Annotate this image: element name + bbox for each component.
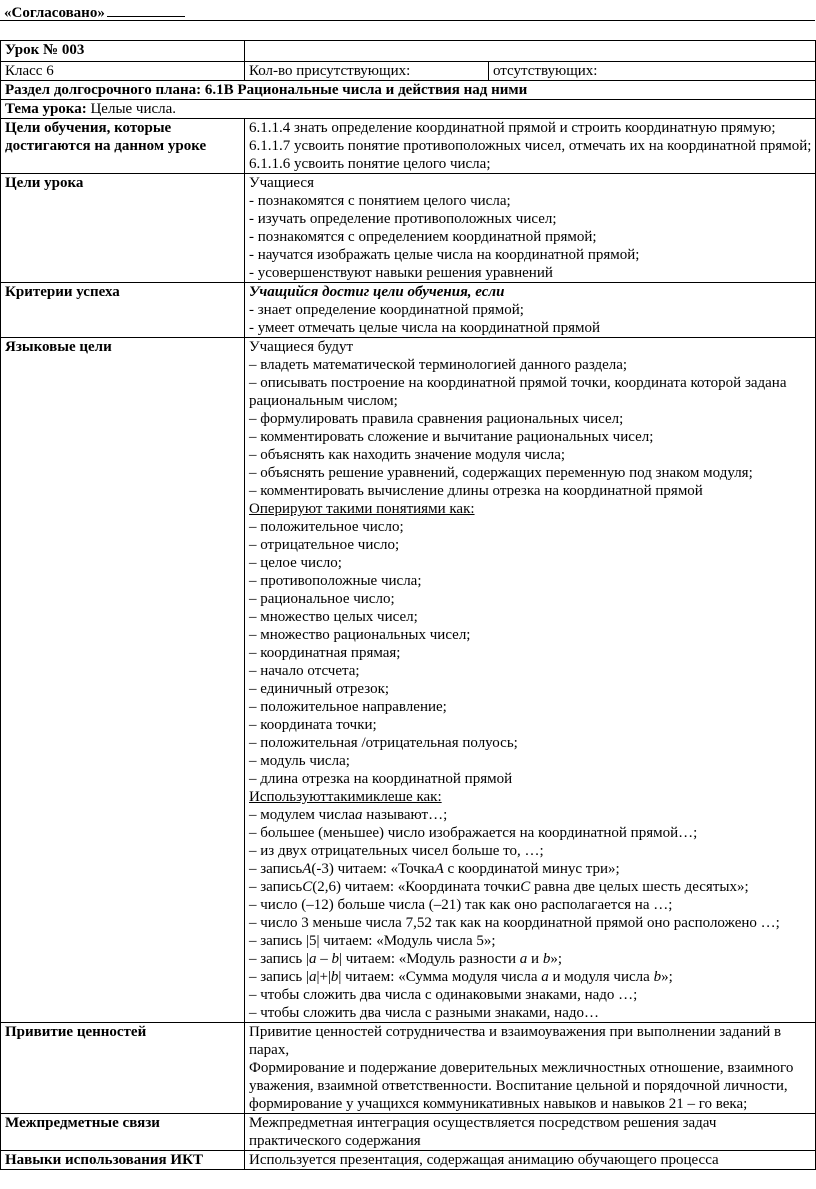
success-criteria-row	[1, 283, 816, 338]
phrase-var: b	[653, 969, 662, 985]
phrase-item	[249, 878, 811, 896]
section-title: Раздел долгосрочного плана: 6.1В Рациональные числа и действия над ними	[1, 81, 816, 100]
success-criteria-item: - умеет отмечать целые числа на координатной прямой	[249, 320, 601, 336]
ict-label: Навыки использования ИКТ	[1, 1151, 245, 1170]
phrase-var: C	[302, 879, 313, 895]
success-criteria-intro: Учащийся достиг цели обучения, если	[249, 284, 505, 300]
language-goal-item: – владеть математической терминологией данного раздела;	[249, 357, 628, 373]
phrase-text: и модуля числа	[548, 969, 654, 985]
concept-item: – единичный отрезок;	[249, 681, 390, 697]
lesson-number-row	[1, 41, 816, 62]
language-goal-item: – описывать построение на координатной прямой точки, координата которой задана рациональным числом;	[249, 375, 787, 409]
lesson-number: Урок № 003	[1, 41, 245, 62]
agreed-header	[4, 2, 185, 22]
lesson-goal-item: - усовершенствуют навыки решения уравнений	[249, 265, 553, 281]
topic	[1, 100, 816, 119]
phrase-var: A	[302, 861, 312, 877]
phrase-var: a	[541, 969, 549, 985]
success-criteria-content	[245, 283, 816, 338]
phrase-var: b	[331, 951, 339, 967]
values-label: Привитие ценностей	[1, 1023, 245, 1114]
phrase-text: с координатой минус три»;	[443, 861, 620, 877]
concept-item: – координатная прямая;	[249, 645, 401, 661]
concept-item: – положительное число;	[249, 519, 404, 535]
lesson-goal-item: - изучать определение противоположных чисел;	[249, 211, 557, 227]
section-row	[1, 81, 816, 100]
learning-goal-item: 6.1.1.7 усвоить понятие противоположных чисел, отмечать их на координатной прямой;	[249, 138, 812, 154]
concept-item: – координата точки;	[249, 717, 377, 733]
phrase-text: | читаем: «Сумма модуля числа	[338, 969, 542, 985]
lesson-goal-item: - познакомятся с понятием целого числа;	[249, 193, 511, 209]
phrase-text: – запись	[249, 861, 303, 877]
concept-item: – целое число;	[249, 555, 342, 571]
absent-label: отсутствующих:	[489, 62, 816, 81]
phrase-text: равна две целых шесть десятых»;	[530, 879, 749, 895]
class-row	[1, 62, 816, 81]
ict-row	[1, 1151, 816, 1170]
phrase-var: A	[434, 861, 444, 877]
language-goal-item: – формулировать правила сравнения рациональных чисел;	[249, 411, 624, 427]
lesson-goal-item: - познакомятся с определением координатной прямой;	[249, 229, 597, 245]
concept-item: – положительная /отрицательная полуось;	[249, 735, 518, 751]
concept-item: – противоположные числа;	[249, 573, 422, 589]
phrase-item: – из двух отрицательных чисел больше то, …;	[249, 843, 544, 859]
language-goals-content	[245, 338, 816, 1023]
phrases-heading: Используюттакимиклеше как:	[249, 789, 442, 805]
cross-curricular-row	[1, 1114, 816, 1151]
language-goals-row	[1, 338, 816, 1023]
class-label: Класс 6	[1, 62, 245, 81]
phrase-text: – модулем числа	[249, 807, 356, 823]
phrase-var: a	[355, 807, 363, 823]
cross-curricular-text: Межпредметная интеграция осуществляется посредством решения задач практического содержания	[245, 1114, 816, 1151]
phrase-var: b	[542, 951, 551, 967]
values-row	[1, 1023, 816, 1114]
concept-item: – модуль числа;	[249, 753, 350, 769]
language-goal-item: – комментировать сложение и вычитание рациональных чисел;	[249, 429, 654, 445]
lesson-goals-row	[1, 174, 816, 283]
topic-row	[1, 100, 816, 119]
cross-curricular-label: Межпредметные связи	[1, 1114, 245, 1151]
language-goal-item: – объяснять решение уравнений, содержащих переменную под знаком модуля;	[249, 465, 753, 481]
phrase-text: (-3) читаем: «Точка	[311, 861, 435, 877]
phrase-item	[249, 860, 811, 878]
language-goal-item: – комментировать вычисление длины отрезка на координатной прямой	[249, 483, 703, 499]
learning-goal-item: 6.1.1.6 усвоить понятие целого числа;	[249, 156, 491, 172]
phrase-var: b	[330, 969, 339, 985]
learning-goals-content	[245, 119, 816, 174]
ict-text: Используется презентация, содержащая анимацию обучающего процесса	[245, 1151, 816, 1170]
phrase-text: –	[316, 951, 332, 967]
phrase-text: – запись |	[249, 951, 309, 967]
phrase-item	[249, 968, 811, 986]
phrase-text: (2,6) читаем: «Координата точки	[312, 879, 521, 895]
language-goals-label: Языковые цели	[1, 338, 245, 1023]
phrase-text: и	[527, 951, 543, 967]
language-goal-item: – объяснять как находить значение модуля числа;	[249, 447, 566, 463]
concept-item: – множество целых чисел;	[249, 609, 418, 625]
agreed-label: «Согласовано»	[4, 5, 105, 21]
learning-goals-row	[1, 119, 816, 174]
values-text: Привитие ценностей сотрудничества и взаимоуважения при выполнении заданий в парах,	[249, 1024, 782, 1058]
phrase-var: a	[308, 951, 317, 967]
phrase-var: a	[519, 951, 528, 967]
lesson-plan-table	[0, 40, 816, 1170]
concept-item: – положительное направление;	[249, 699, 447, 715]
signature-blank	[107, 2, 185, 17]
success-criteria-item: - знает определение координатной прямой;	[249, 302, 524, 318]
topic-label: Тема урока:	[5, 101, 87, 117]
phrase-item	[249, 950, 811, 968]
phrase-item: – число (–12) больше числа (–21) так как оно располагается на …;	[249, 897, 673, 913]
phrase-text: называют…;	[362, 807, 448, 823]
values-content	[245, 1023, 816, 1114]
phrase-var: C	[520, 879, 531, 895]
lesson-goals-content	[245, 174, 816, 283]
phrase-item: – чтобы сложить два числа с разными знаками, надо…	[249, 1005, 599, 1021]
phrase-text: – запись |	[249, 969, 309, 985]
header-rule	[0, 20, 815, 21]
phrase-item: – запись |5| читаем: «Модуль числа 5»;	[249, 933, 496, 949]
learning-goal-item: 6.1.1.4 знать определение координатной прямой и строить координатную прямую;	[249, 120, 776, 136]
language-goals-intro: Учащиеся будут	[249, 339, 354, 355]
phrase-var: a	[308, 969, 317, 985]
present-label: Кол-во присутствующих:	[245, 62, 489, 81]
concept-item: – начало отсчета;	[249, 663, 360, 679]
phrase-text: | читаем: «Модуль разности	[338, 951, 520, 967]
concept-item: – рациональное число;	[249, 591, 395, 607]
lesson-number-blank	[245, 41, 816, 62]
phrase-item: – большее (меньшее) число изображается на координатной прямой…;	[249, 825, 698, 841]
lesson-goals-label: Цели урока	[1, 174, 245, 283]
concept-item: – отрицательное число;	[249, 537, 400, 553]
success-criteria-label: Критерии успеха	[1, 283, 245, 338]
lesson-goal-item: - научатся изображать целые числа на координатной прямой;	[249, 247, 640, 263]
learning-goals-label: Цели обучения, которые достигаются на данном уроке	[1, 119, 245, 174]
phrase-item: – число 3 меньше числа 7,52 так как на координатной прямой оно расположено …;	[249, 915, 780, 931]
lesson-goals-intro: Учащиеся	[249, 175, 314, 191]
phrase-text: |+|	[316, 969, 331, 985]
concepts-heading: Оперируют такими понятиями как:	[249, 501, 475, 517]
concept-item: – длина отрезка на координатной прямой	[249, 771, 513, 787]
values-text: Формирование и подержание доверительных межличностных отношение, взаимного уважения, взаимной ответственности. Воспитание цельной и порядочной личности, формирование у учащихся коммуникативных навыков и навыков 21 – го века;	[249, 1060, 794, 1112]
topic-value: Целые числа.	[86, 101, 177, 117]
phrase-item	[249, 806, 811, 824]
phrase-text: »;	[550, 951, 562, 967]
concept-item: – множество рациональных чисел;	[249, 627, 471, 643]
phrase-text: – запись	[249, 879, 303, 895]
phrase-item: – чтобы сложить два числа с одинаковыми знаками, надо …;	[249, 987, 638, 1003]
phrase-text: »;	[661, 969, 673, 985]
